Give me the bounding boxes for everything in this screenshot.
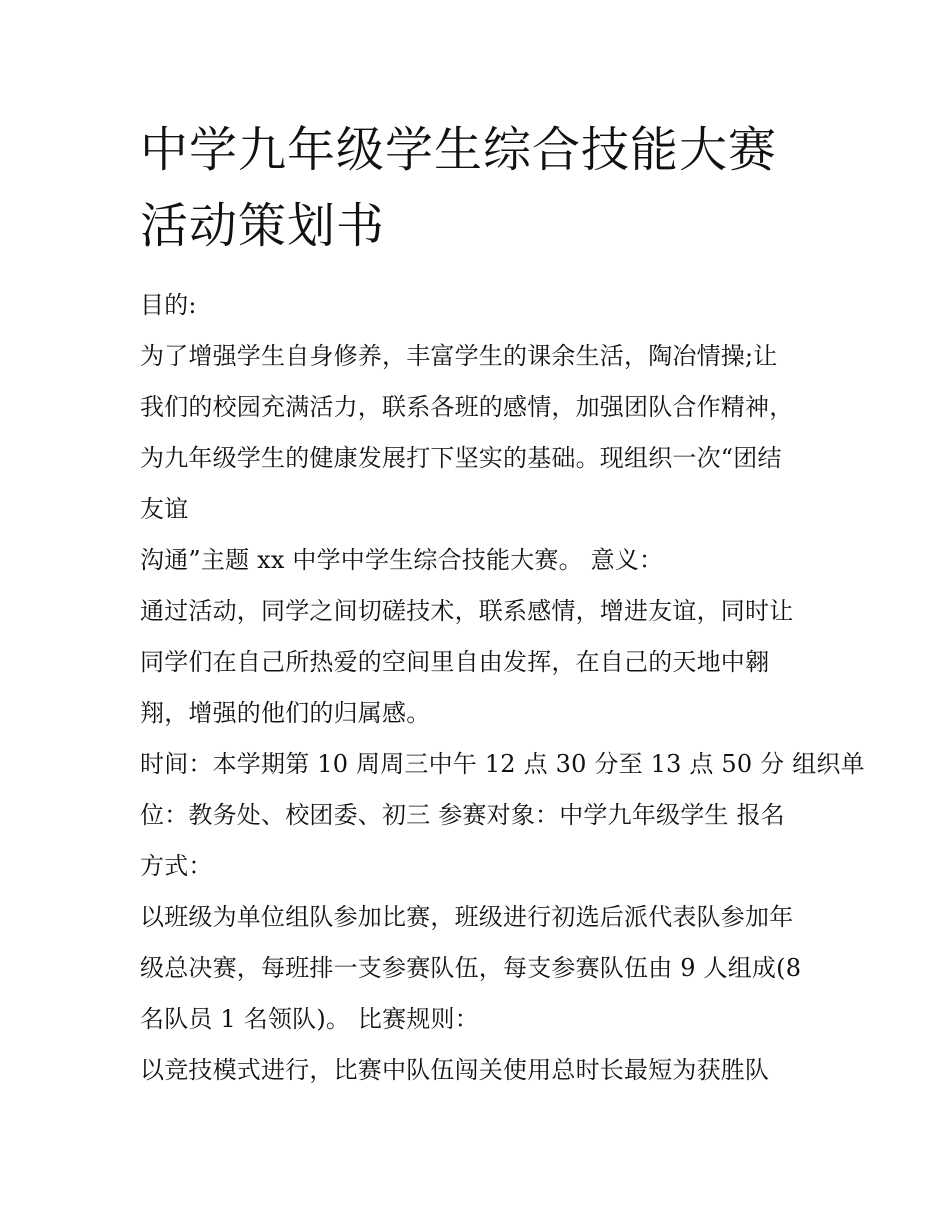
body-line: 翔，增强的他们的归属感。: [140, 699, 431, 727]
body-line: 时间：本学期第 10 周周三中午 12 点 30 分至 13 点 50 分 组织单: [140, 750, 865, 778]
body-line: 为了增强学生自身修养，丰富学生的课余生活，陶冶情操;让: [140, 342, 778, 370]
body-line: 位：教务处、校团委、初三 参赛对象：中学九年级学生 报名: [140, 801, 785, 829]
body-line: 名队员 1 名领队)。 比赛规则：: [140, 1005, 479, 1033]
document-title: [140, 112, 840, 264]
title-line-1: 中学九年级学生综合技能大赛: [140, 122, 778, 178]
body-line: 友谊: [140, 495, 189, 523]
body-line: 通过活动，同学之间切磋技术，联系感情，增进友谊，同时让: [140, 597, 794, 625]
body-line: 以竞技模式进行，比赛中队伍闯关使用总时长最短为获胜队: [140, 1056, 770, 1084]
body-line: 目的:: [140, 291, 197, 319]
body-line: 为九年级学生的健康发展打下坚实的基础。现组织一次“团结: [140, 444, 782, 472]
body-line: 同学们在自己所热爱的空间里自由发挥，在自己的天地中翱: [140, 648, 770, 676]
body-line: 我们的校园充满活力，联系各班的感情，加强团队合作精神，: [140, 393, 794, 421]
body-line: 方式：: [140, 852, 213, 880]
title-line-2: 活动策划书: [140, 198, 386, 254]
body-line: 级总决赛，每班排一支参赛队伍，每支参赛队伍由 9 人组成(8: [140, 954, 802, 982]
body-line: 沟通”主题 xx 中学中学生综合技能大赛。 意义：: [140, 546, 664, 574]
body-line: 以班级为单位组队参加比赛，班级进行初选后派代表队参加年: [140, 903, 794, 931]
document-body: [140, 280, 865, 1096]
